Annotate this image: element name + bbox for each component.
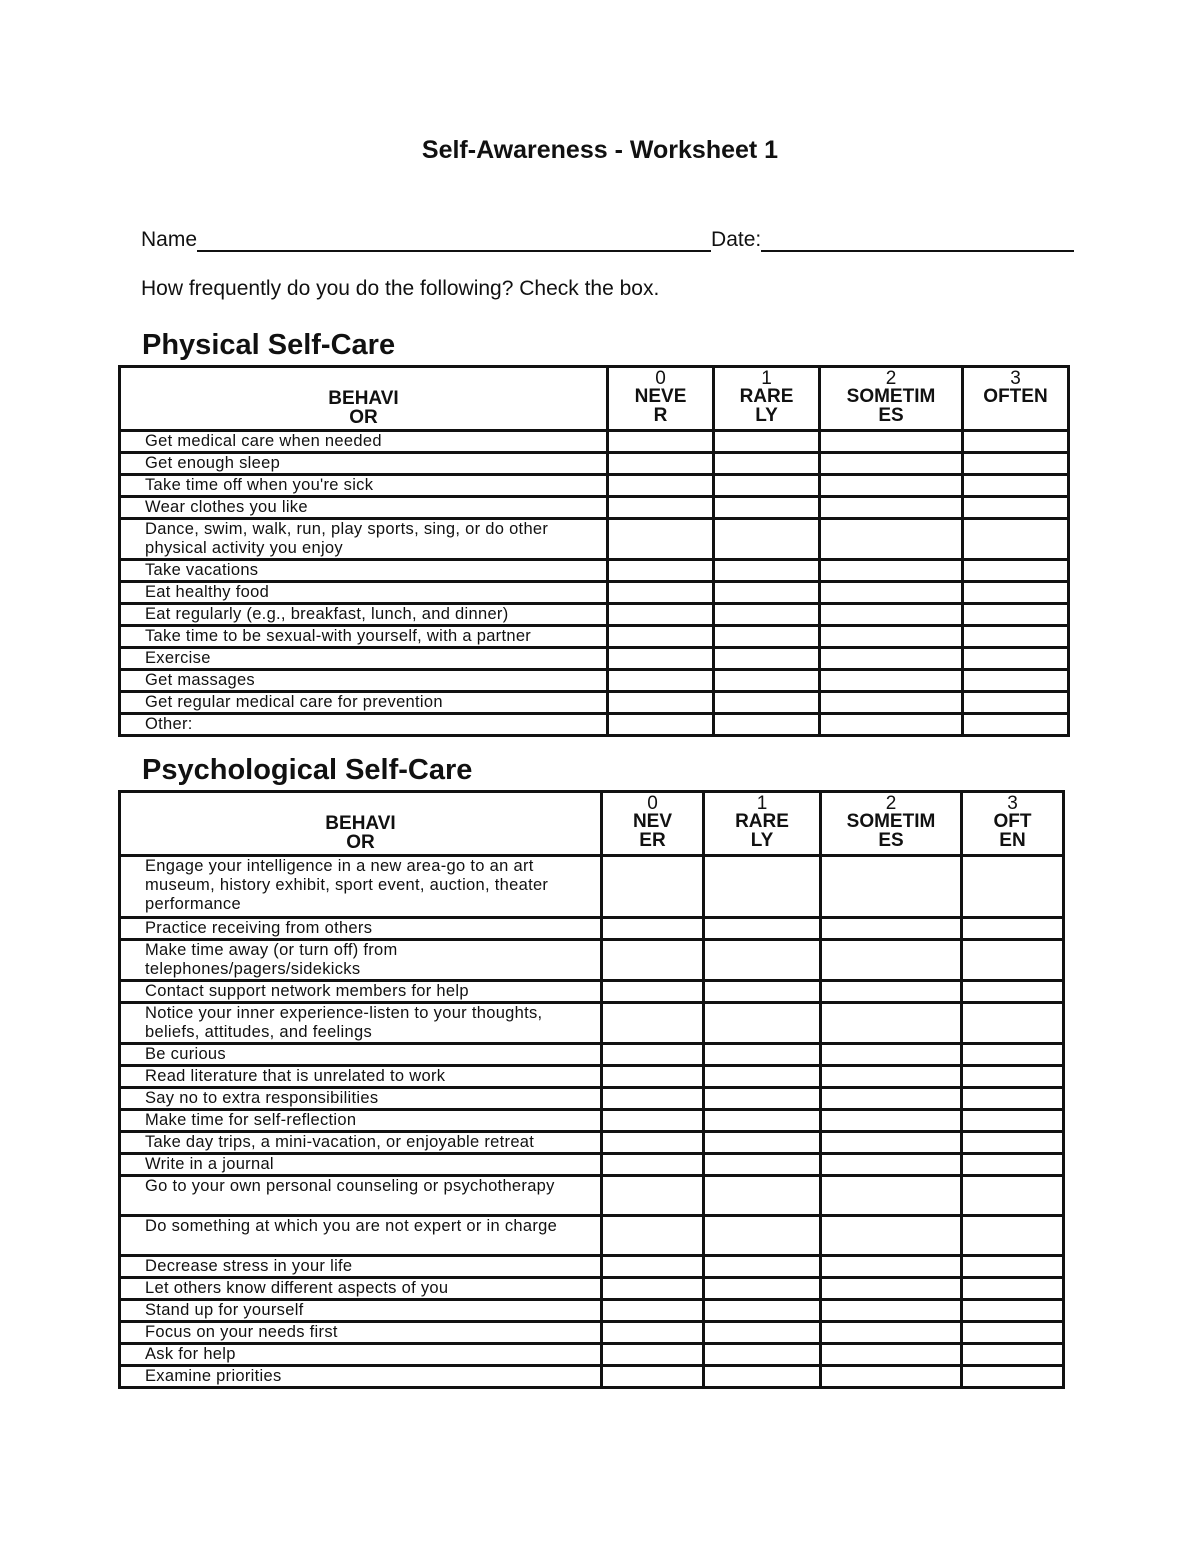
behavior-row <box>120 981 1064 1003</box>
sometimes-checkbox[interactable] <box>821 940 962 981</box>
often-checkbox[interactable] <box>962 1366 1064 1388</box>
sometimes-checkbox[interactable] <box>820 670 963 692</box>
behavior-label: Take vacations <box>120 560 608 582</box>
often-checkbox[interactable] <box>962 1176 1064 1216</box>
never-label: NEVER <box>632 811 673 851</box>
never-checkbox[interactable] <box>608 714 714 736</box>
often-checkbox[interactable] <box>963 692 1069 714</box>
rarely-checkbox[interactable] <box>704 1322 821 1344</box>
sometimes-checkbox[interactable] <box>821 1344 962 1366</box>
behavior-row <box>120 1132 1064 1154</box>
behavior-row <box>120 626 1069 648</box>
sometimes-checkbox[interactable] <box>821 1216 962 1256</box>
name-date-line <box>141 222 1074 252</box>
often-checkbox[interactable] <box>962 1300 1064 1322</box>
often-label: OFTEN <box>983 386 1048 407</box>
rarely-checkbox[interactable] <box>714 626 820 648</box>
behavior-row <box>120 940 1064 981</box>
sometimes-checkbox[interactable] <box>821 1322 962 1344</box>
psychological-section-heading: Psychological Self-Care <box>142 754 473 786</box>
often-checkbox[interactable] <box>962 1110 1064 1132</box>
never-checkbox[interactable] <box>602 1366 704 1388</box>
sometimes-checkbox[interactable] <box>820 626 963 648</box>
behavior-label: Do something at which you are not expert or in charge <box>120 1216 602 1256</box>
sometimes-checkbox[interactable] <box>820 560 963 582</box>
sometimes-score: 2 <box>885 368 897 389</box>
never-checkbox[interactable] <box>602 1154 704 1176</box>
never-checkbox[interactable] <box>608 582 714 604</box>
behavior-row <box>120 1322 1064 1344</box>
behavior-row <box>120 560 1069 582</box>
behavior-row <box>120 519 1069 560</box>
often-checkbox[interactable] <box>963 626 1069 648</box>
sometimes-checkbox[interactable] <box>820 714 963 736</box>
behavior-row <box>120 1300 1064 1322</box>
sometimes-checkbox[interactable] <box>821 1110 962 1132</box>
often-checkbox[interactable] <box>963 714 1069 736</box>
never-checkbox[interactable] <box>602 1003 704 1044</box>
never-checkbox[interactable] <box>608 431 714 453</box>
behavior-label: Practice receiving from others <box>120 918 602 940</box>
behavior-row <box>120 1256 1064 1278</box>
behavior-label: Take day trips, a mini-vacation, or enjoyable retreat <box>120 1132 602 1154</box>
often-checkbox[interactable] <box>962 1256 1064 1278</box>
date-label: Date: <box>711 228 762 251</box>
instructions: How frequently do you do the following? Check the box. <box>141 277 660 300</box>
behavior-label: Get massages <box>120 670 608 692</box>
often-checkbox[interactable] <box>962 1132 1064 1154</box>
behavior-header-label: BEHAVIOR <box>328 387 399 428</box>
never-checkbox[interactable] <box>608 560 714 582</box>
sometimes-checkbox[interactable] <box>821 1154 962 1176</box>
behavior-label: Eat regularly (e.g., breakfast, lunch, and dinner) <box>120 604 608 626</box>
sometimes-checkbox[interactable] <box>820 453 963 475</box>
rarely-checkbox[interactable] <box>704 1300 821 1322</box>
sometimes-score: 2 <box>885 793 897 814</box>
sometimes-checkbox[interactable] <box>821 1176 962 1216</box>
behavior-header-label: BEHAVIOR <box>325 812 396 853</box>
rarely-score: 1 <box>756 793 768 814</box>
never-checkbox[interactable] <box>602 1322 704 1344</box>
rarely-checkbox[interactable] <box>704 1088 821 1110</box>
rarely-checkbox[interactable] <box>714 714 820 736</box>
rarely-column-header <box>714 367 820 431</box>
sometimes-checkbox[interactable] <box>821 1300 962 1322</box>
name-label: Name <box>141 228 198 251</box>
often-checkbox[interactable] <box>962 1278 1064 1300</box>
often-checkbox[interactable] <box>962 1044 1064 1066</box>
often-label: OFTEN <box>993 811 1032 851</box>
often-checkbox[interactable] <box>962 940 1064 981</box>
rarely-checkbox[interactable] <box>704 940 821 981</box>
behavior-row <box>120 1216 1064 1256</box>
never-checkbox[interactable] <box>608 453 714 475</box>
behavior-row <box>120 1344 1064 1366</box>
often-checkbox[interactable] <box>963 497 1069 519</box>
often-checkbox[interactable] <box>963 453 1069 475</box>
never-checkbox[interactable] <box>608 497 714 519</box>
behavior-label: Get medical care when needed <box>120 431 608 453</box>
rarely-checkbox[interactable] <box>714 560 820 582</box>
behavior-label: Dance, swim, walk, run, play sports, sing, or do other physical activity you enjoy <box>120 519 608 560</box>
rarely-checkbox[interactable] <box>704 1256 821 1278</box>
behavior-label: Other: <box>120 714 608 736</box>
often-checkbox[interactable] <box>963 648 1069 670</box>
sometimes-checkbox[interactable] <box>821 1278 962 1300</box>
behavior-row <box>120 670 1069 692</box>
often-checkbox[interactable] <box>963 560 1069 582</box>
physical-self-care-table <box>118 365 1070 737</box>
behavior-row <box>120 431 1069 453</box>
often-checkbox[interactable] <box>962 856 1064 918</box>
behavior-label: Engage your intelligence in a new area-go to an art museum, history exhibit, sport event, auction, theater performance <box>120 856 602 918</box>
rarely-checkbox[interactable] <box>714 519 820 560</box>
sometimes-checkbox[interactable] <box>821 1366 962 1388</box>
never-checkbox[interactable] <box>602 1300 704 1322</box>
behavior-label: Focus on your needs first <box>120 1322 602 1344</box>
behavior-label: Eat healthy food <box>120 582 608 604</box>
sometimes-checkbox[interactable] <box>820 604 963 626</box>
behavior-row <box>120 1110 1064 1132</box>
behavior-row <box>120 604 1069 626</box>
never-checkbox[interactable] <box>602 940 704 981</box>
rarely-checkbox[interactable] <box>714 648 820 670</box>
rarely-checkbox[interactable] <box>714 692 820 714</box>
rarely-checkbox[interactable] <box>704 1066 821 1088</box>
rarely-checkbox[interactable] <box>714 497 820 519</box>
rarely-checkbox[interactable] <box>704 1344 821 1366</box>
often-checkbox[interactable] <box>962 1322 1064 1344</box>
sometimes-checkbox[interactable] <box>821 1066 962 1088</box>
sometimes-checkbox[interactable] <box>820 582 963 604</box>
behavior-label: Make time away (or turn off) from telephones/pagers/sidekicks <box>120 940 602 981</box>
often-checkbox[interactable] <box>962 1088 1064 1110</box>
often-checkbox[interactable] <box>963 475 1069 497</box>
behavior-column-header <box>120 367 608 431</box>
often-checkbox[interactable] <box>962 918 1064 940</box>
often-checkbox[interactable] <box>963 519 1069 560</box>
never-checkbox[interactable] <box>602 1066 704 1088</box>
rarely-checkbox[interactable] <box>704 1154 821 1176</box>
never-checkbox[interactable] <box>602 1344 704 1366</box>
behavior-label: Ask for help <box>120 1344 602 1366</box>
sometimes-checkbox[interactable] <box>821 1088 962 1110</box>
often-checkbox[interactable] <box>962 981 1064 1003</box>
behavior-row <box>120 1176 1064 1216</box>
sometimes-checkbox[interactable] <box>820 497 963 519</box>
behavior-row <box>120 453 1069 475</box>
behavior-row <box>120 1366 1064 1388</box>
behavior-row <box>120 1088 1064 1110</box>
name-field[interactable] <box>197 228 711 252</box>
never-checkbox[interactable] <box>602 1216 704 1256</box>
often-checkbox[interactable] <box>962 1216 1064 1256</box>
sometimes-checkbox[interactable] <box>820 519 963 560</box>
behavior-row <box>120 1003 1064 1044</box>
behavior-label: Wear clothes you like <box>120 497 608 519</box>
often-checkbox[interactable] <box>962 1066 1064 1088</box>
often-column-header <box>962 792 1064 856</box>
sometimes-checkbox[interactable] <box>821 1003 962 1044</box>
sometimes-checkbox[interactable] <box>820 692 963 714</box>
behavior-row <box>120 648 1069 670</box>
rarely-checkbox[interactable] <box>704 1176 821 1216</box>
behavior-row <box>120 1066 1064 1088</box>
behavior-label: Take time off when you're sick <box>120 475 608 497</box>
never-column-header <box>602 792 704 856</box>
rarely-checkbox[interactable] <box>704 1044 821 1066</box>
behavior-row <box>120 582 1069 604</box>
never-checkbox[interactable] <box>602 1110 704 1132</box>
never-checkbox[interactable] <box>608 648 714 670</box>
rarely-checkbox[interactable] <box>704 1366 821 1388</box>
sometimes-checkbox[interactable] <box>821 856 962 918</box>
sometimes-checkbox[interactable] <box>821 1256 962 1278</box>
behavior-label: Exercise <box>120 648 608 670</box>
behavior-label: Let others know different aspects of you <box>120 1278 602 1300</box>
sometimes-checkbox[interactable] <box>821 1132 962 1154</box>
never-checkbox[interactable] <box>602 1278 704 1300</box>
behavior-row <box>120 714 1069 736</box>
never-checkbox[interactable] <box>608 475 714 497</box>
sometimes-column-header <box>821 792 962 856</box>
behavior-label: Notice your inner experience-listen to your thoughts, beliefs, attitudes, and feelings <box>120 1003 602 1044</box>
behavior-row <box>120 918 1064 940</box>
sometimes-checkbox[interactable] <box>821 918 962 940</box>
never-checkbox[interactable] <box>602 1044 704 1066</box>
behavior-row <box>120 475 1069 497</box>
rarely-checkbox[interactable] <box>704 918 821 940</box>
behavior-label: Be curious <box>120 1044 602 1066</box>
never-checkbox[interactable] <box>602 856 704 918</box>
often-checkbox[interactable] <box>963 431 1069 453</box>
never-score: 0 <box>647 793 658 814</box>
worksheet-title: Self-Awareness - Worksheet 1 <box>421 136 779 164</box>
rarely-checkbox[interactable] <box>714 475 820 497</box>
table-header-row <box>120 367 1069 431</box>
sometimes-checkbox[interactable] <box>821 981 962 1003</box>
physical-section-heading: Physical Self-Care <box>142 329 396 361</box>
sometimes-column-header <box>820 367 963 431</box>
rarely-checkbox[interactable] <box>704 1278 821 1300</box>
behavior-label: Get enough sleep <box>120 453 608 475</box>
behavior-label: Contact support network members for help <box>120 981 602 1003</box>
rarely-checkbox[interactable] <box>714 453 820 475</box>
never-checkbox[interactable] <box>608 692 714 714</box>
never-score: 0 <box>655 368 666 389</box>
behavior-row <box>120 1044 1064 1066</box>
never-checkbox[interactable] <box>608 670 714 692</box>
rarely-checkbox[interactable] <box>704 981 821 1003</box>
never-checkbox[interactable] <box>602 981 704 1003</box>
behavior-label: Take time to be sexual-with yourself, with a partner <box>120 626 608 648</box>
behavior-label: Stand up for yourself <box>120 1300 602 1322</box>
sometimes-checkbox[interactable] <box>820 431 963 453</box>
behavior-row <box>120 1278 1064 1300</box>
sometimes-checkbox[interactable] <box>820 648 963 670</box>
never-label: NEVER <box>634 386 687 426</box>
behavior-row <box>120 692 1069 714</box>
rarely-checkbox[interactable] <box>714 604 820 626</box>
never-checkbox[interactable] <box>602 1132 704 1154</box>
rarely-checkbox[interactable] <box>704 1132 821 1154</box>
never-checkbox[interactable] <box>602 1176 704 1216</box>
never-column-header <box>608 367 714 431</box>
rarely-label: RARELY <box>735 811 789 851</box>
rarely-checkbox[interactable] <box>714 431 820 453</box>
often-score: 3 <box>1010 368 1021 389</box>
often-checkbox[interactable] <box>962 1344 1064 1366</box>
rarely-column-header <box>704 792 821 856</box>
often-checkbox[interactable] <box>962 1154 1064 1176</box>
rarely-checkbox[interactable] <box>704 1003 821 1044</box>
rarely-checkbox[interactable] <box>704 856 821 918</box>
sometimes-checkbox[interactable] <box>820 475 963 497</box>
behavior-label: Go to your own personal counseling or psychotherapy <box>120 1176 602 1216</box>
rarely-label: RARELY <box>739 386 794 426</box>
behavior-label: Decrease stress in your life <box>120 1256 602 1278</box>
often-checkbox[interactable] <box>962 1003 1064 1044</box>
often-checkbox[interactable] <box>963 670 1069 692</box>
sometimes-label: SOMETIMES <box>846 386 936 426</box>
rarely-score: 1 <box>761 368 772 389</box>
often-checkbox[interactable] <box>963 604 1069 626</box>
psychological-self-care-table <box>118 790 1065 1389</box>
date-field[interactable] <box>761 228 1074 252</box>
often-score: 3 <box>1007 793 1018 814</box>
behavior-row <box>120 856 1064 918</box>
sometimes-label: SOMETIMES <box>846 811 936 851</box>
never-checkbox[interactable] <box>602 1088 704 1110</box>
never-checkbox[interactable] <box>608 519 714 560</box>
behavior-label: Get regular medical care for prevention <box>120 692 608 714</box>
behavior-label: Read literature that is unrelated to work <box>120 1066 602 1088</box>
rarely-checkbox[interactable] <box>714 670 820 692</box>
behavior-label: Write in a journal <box>120 1154 602 1176</box>
never-checkbox[interactable] <box>608 604 714 626</box>
behavior-label: Make time for self-reflection <box>120 1110 602 1132</box>
rarely-checkbox[interactable] <box>714 582 820 604</box>
behavior-label: Examine priorities <box>120 1366 602 1388</box>
never-checkbox[interactable] <box>602 1256 704 1278</box>
behavior-row <box>120 1154 1064 1176</box>
often-column-header <box>963 367 1069 431</box>
table-header-row <box>120 792 1064 856</box>
never-checkbox[interactable] <box>608 626 714 648</box>
never-checkbox[interactable] <box>602 918 704 940</box>
behavior-column-header <box>120 792 602 856</box>
rarely-checkbox[interactable] <box>704 1110 821 1132</box>
rarely-checkbox[interactable] <box>704 1216 821 1256</box>
behavior-label: Say no to extra responsibilities <box>120 1088 602 1110</box>
behavior-row <box>120 497 1069 519</box>
often-checkbox[interactable] <box>963 582 1069 604</box>
sometimes-checkbox[interactable] <box>821 1044 962 1066</box>
